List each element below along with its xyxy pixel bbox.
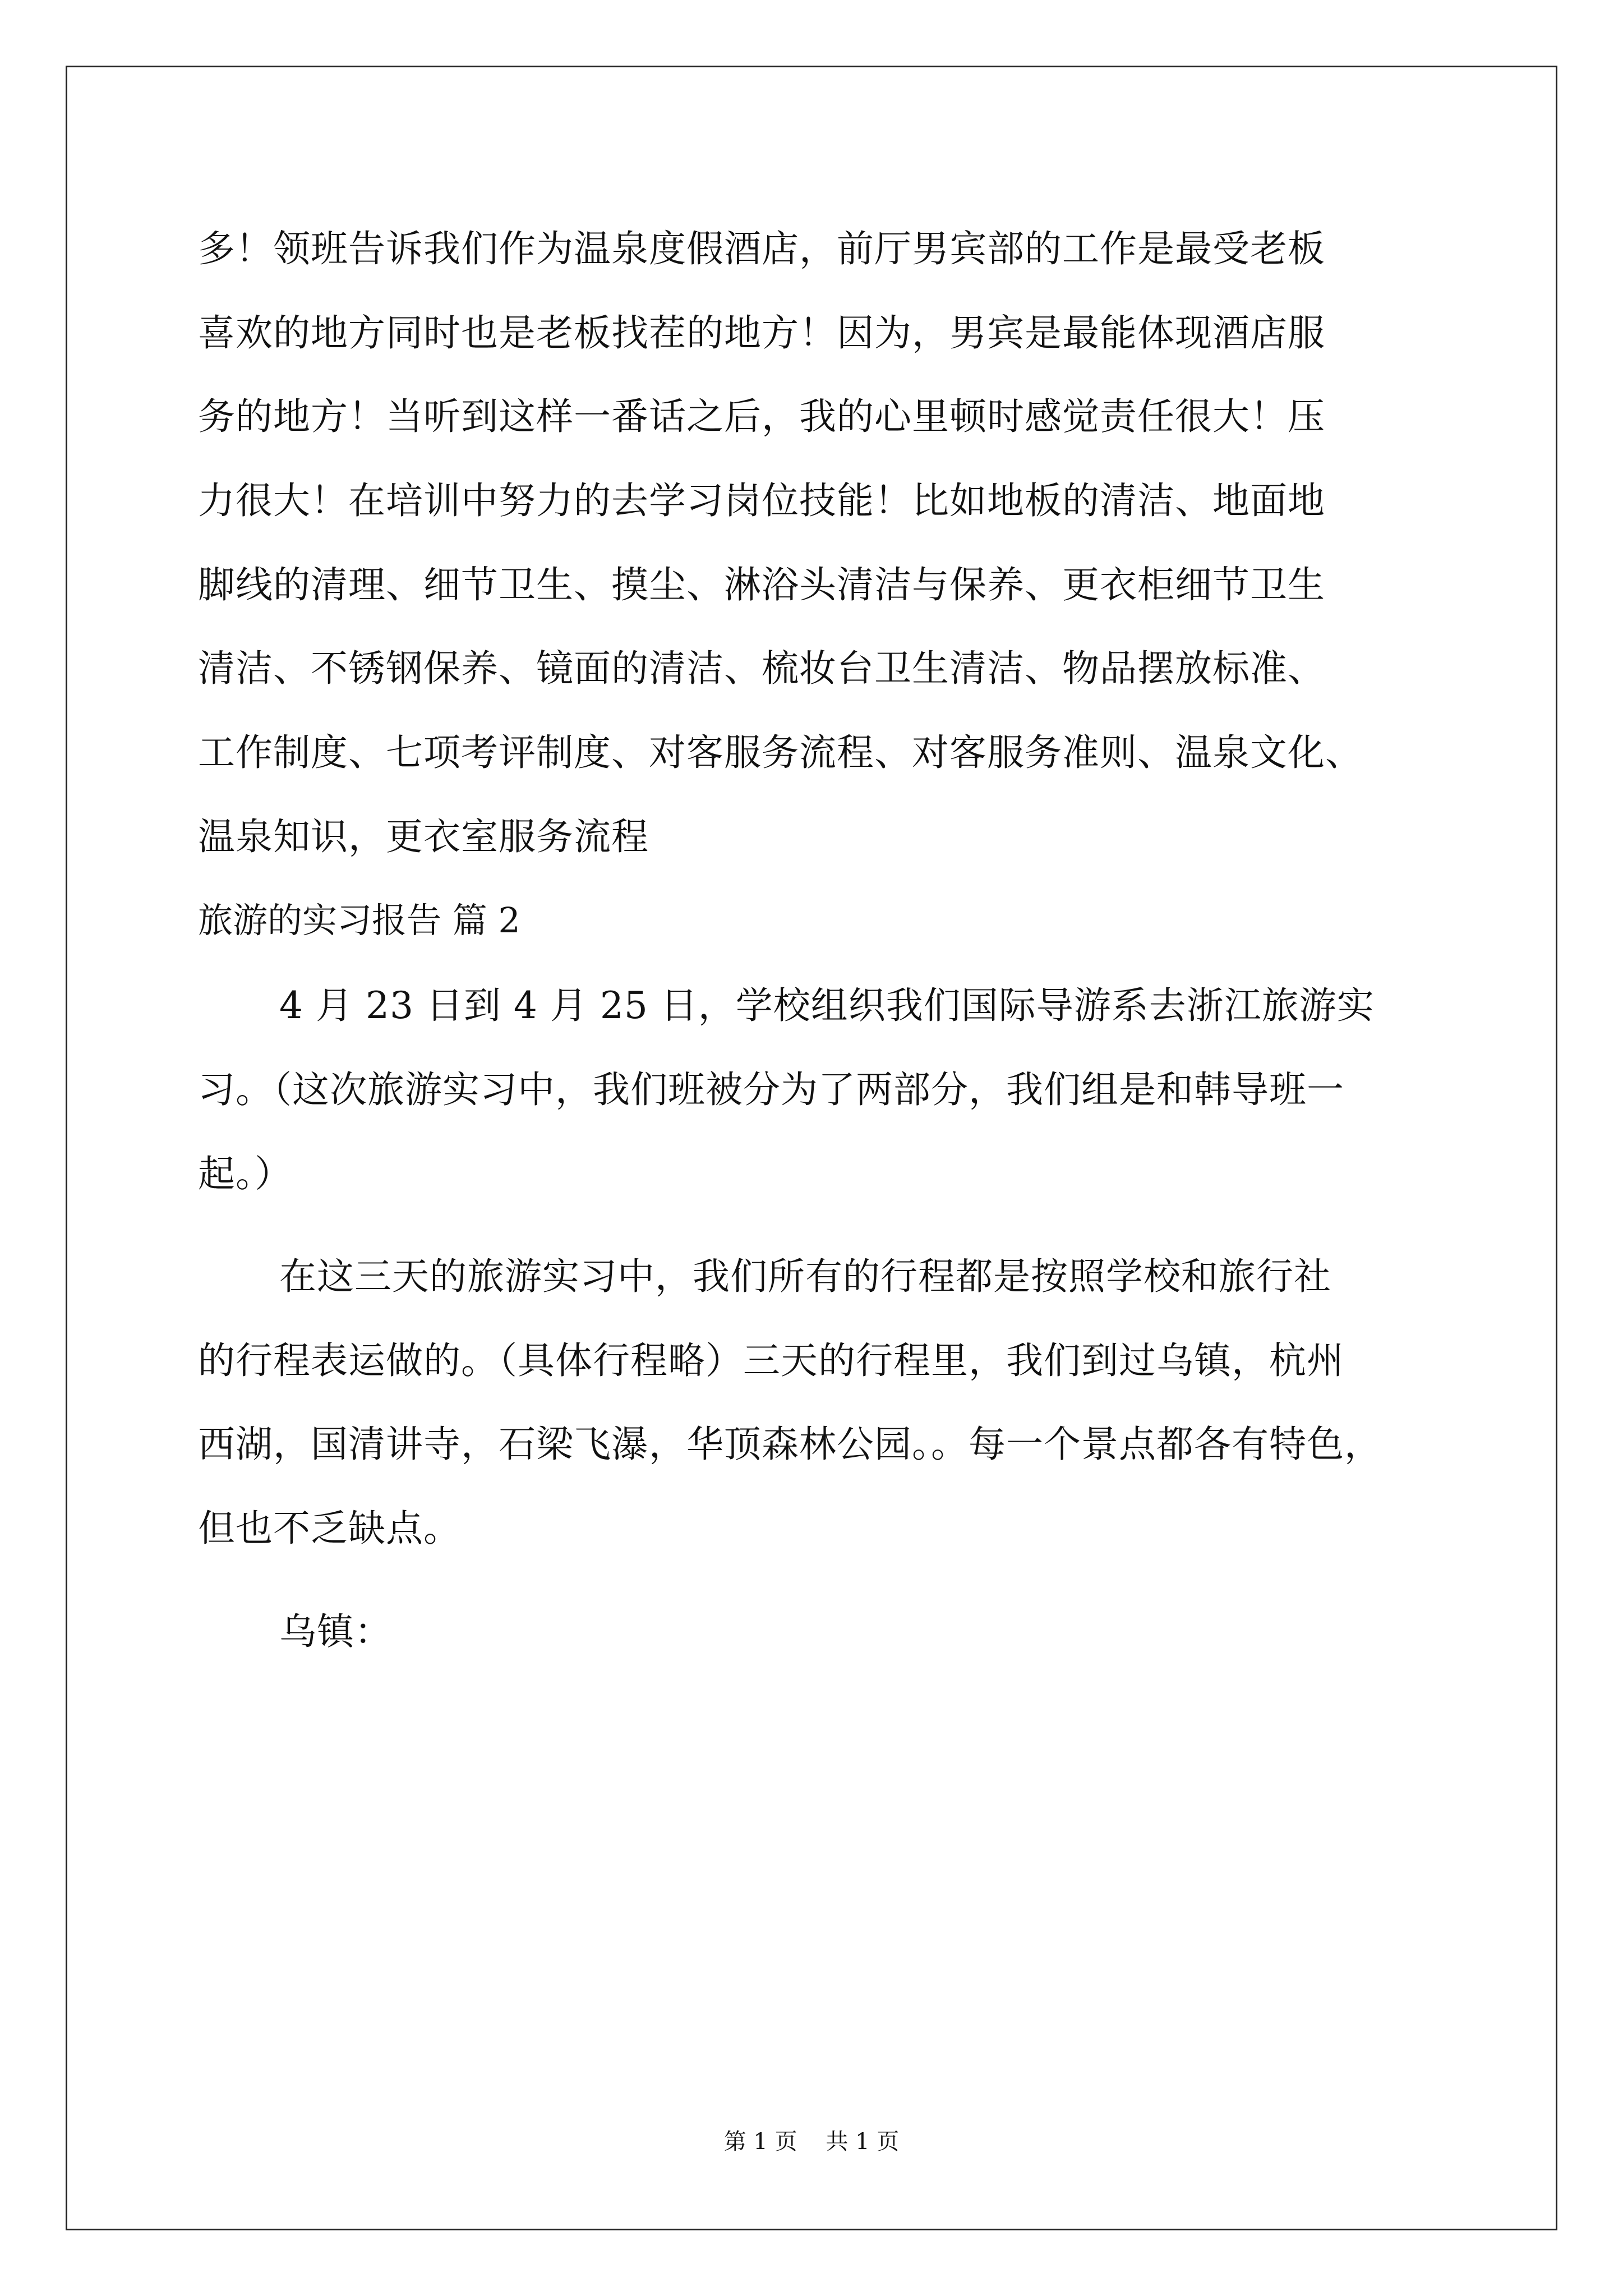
body-line: 清洁、不锈钢保养、镜面的清洁、梳妆台卫生清洁、物品摆放标准、: [198, 647, 1325, 690]
body-line: 力很大！在培训中努力的去学习岗位技能！比如地板的清洁、地面地: [198, 479, 1325, 522]
body-line: 起。）: [198, 1152, 292, 1195]
body-line: 务的地方！当听到这样一番话之后，我的心里顿时感觉责任很大！压: [198, 395, 1325, 438]
section-heading: 旅游的实习报告 篇 2: [198, 900, 520, 941]
body-line: 乌镇：: [279, 1610, 392, 1653]
body-line: 西湖，国清讲寺，石梁飞瀑，华顶森林公园。。每一个景点都各有特色，: [198, 1423, 1382, 1466]
body-line: 温泉知识，更衣室服务流程: [198, 815, 649, 858]
body-line: 喜欢的地方同时也是老板找茬的地方！因为，男宾是最能体现酒店服: [198, 311, 1325, 355]
body-line: 的行程表运做的。（具体行程略）三天的行程里，我们到过乌镇，杭州: [198, 1339, 1344, 1382]
body-line: 4 月 23 日到 4 月 25 日，学校组织我们国际导游系去浙江旅游实: [279, 984, 1375, 1027]
body-line: 但也不乏缺点。: [198, 1507, 461, 1550]
body-line: 多！领班告诉我们作为温泉度假酒店，前厅男宾部的工作是最受老板: [198, 227, 1325, 270]
page-footer: 第 1 页 共 1 页: [723, 2129, 900, 2155]
body-line: 在这三天的旅游实习中，我们所有的行程都是按照学校和旅行社: [279, 1255, 1331, 1298]
page-border: [66, 66, 1557, 2230]
body-line: 工作制度、七项考评制度、对客服务流程、对客服务准则、温泉文化、: [198, 731, 1363, 774]
body-line: 习。（这次旅游实习中，我们班被分为了两部分，我们组是和韩导班一: [198, 1068, 1344, 1111]
body-line: 脚线的清理、细节卫生、摸尘、淋浴头清洁与保养、更衣柜细节卫生: [198, 563, 1325, 606]
